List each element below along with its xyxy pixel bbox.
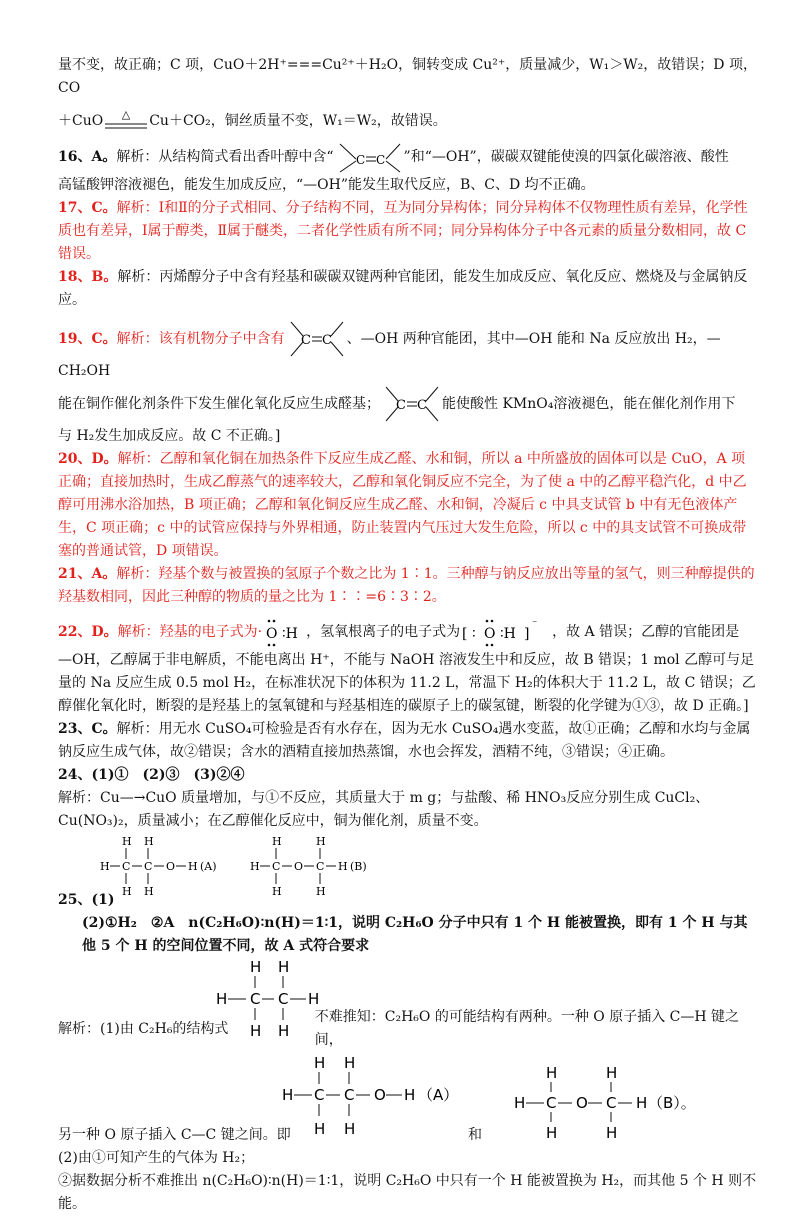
question-20: 20、D。解析：乙醇和氧化铜在加热条件下反应生成乙醛、水和铜，所以 a 中所盛放的固体可以是 CuO，A 项正确；直接加热时，生成乙醇蒸气的速率较大，乙醇和氧化铜反应不完全，为了使 a 中的乙醇平稳汽化，d 中乙醇可用沸水浴加热，B 项正确；乙醇和氧化铜反应生成乙醛、水和铜，冷凝后 c 中具支试管 b 中有无色液体产生，C 项正确；c 中的试管应保持与外界相通，防止装置内气压过大发生危险，所以 c 中的具支试管不可换成带塞的普通试管，D 项错误。 [58,451,747,559]
svg-text:C: C [122,860,131,873]
line-1: 量不变，故正确；C 项，CuO＋2H⁺===Cu²⁺＋H₂O，铜转变成 Cu²⁺，质量减少，W₁＞W₂，故错误；D 项，CO [58,57,757,96]
ethanol-structure-small [100,833,250,901]
svg-text:H: H [250,1022,262,1040]
svg-text:H: H [514,1094,526,1112]
svg-text:C: C [278,990,289,1008]
svg-text:C: C [300,333,311,348]
svg-text:H: H [272,835,282,848]
svg-text:C: C [344,1086,355,1104]
svg-text:O: O [374,1086,386,1104]
ether-structure-large [514,1054,714,1146]
svg-text:O: O [266,626,278,642]
svg-text:(A): (A) [200,860,217,873]
svg-text:C: C [250,990,261,1008]
svg-text:H: H [278,1022,290,1040]
hydroxide-electron-formula [460,615,552,649]
svg-text:∶H: ∶H [282,626,298,642]
svg-text:C: C [144,860,153,873]
svg-text:H: H [188,860,198,873]
svg-text:C: C [314,1086,325,1104]
svg-text:C: C [546,1094,557,1112]
question-19: 19、C。解析：该有机物分子中含有 C C 、—OH 两种官能团，其中—OH 能和 Na 反应放出 H₂，—CH₂OH 能在铜作催化剂条件下发生催化氧化反应生成醛基； C C 能使酸性 KMnO₄溶液褪色，能在催化剂作用下 与 H₂发生加成反应。故 C 不正确。] [58,318,758,448]
question-18: 18、B。解析：丙烯醇分子中含有羟基和碳碳双键两种官能团，能发生加成反应、氧化反应、燃烧及与金属钠反应。 [58,269,748,308]
svg-text:H: H [344,1054,356,1072]
svg-text:H: H [636,1094,648,1112]
svg-text:O: O [166,860,176,873]
heat-equals-arrow [103,108,149,134]
svg-text:H: H [100,860,110,873]
ether-structure-small [250,833,400,901]
svg-text:H: H [282,1086,294,1104]
svg-text:C: C [355,153,365,167]
question-24: 24、(1)① (2)③ (3)②④ 解析：Cu—→CuO 质量增加，与①不反应，其质量大于 m g；与盐酸、稀 HNO₃反应分别生成 CuCl₂、Cu(NO₃)₂，质量减小；在乙醇催化反应中，铜为催化剂，质量不变。 [58,767,710,829]
cc-double-bond-icon [334,140,404,174]
question-25: H H H C C O H (A) H H H H H C O C H (B) H H 25、(1) (2)①H₂ ②A n(C₂H₆O)∶n(H)＝1∶1，说明 C₂H₆O 分子中只有 1 个 H 能被置换，即有 1 个 H 与其他 5 个 H 的空间位置不同，故 A 式符合要求 H H H C C H H H 解析：(1)由 C₂H₆的结构式 不难推知：C₂H₆O 的可能结构有两种。一种 O 原子插入 C—H 键之间， H H H C C O H （A） H H H H H C O C H （B）。 H H 另一种 O 原子插入 C—C 键之间。即 和 (2)由①可知产生的气体为 H₂； ②据数据分析不难推出 n(C₂H₆O)∶n(H)＝1∶1，说明 C₂H₆O 中只有一个 H 能被置换为 H₂，而其他 5 个 H 则不能。 [58,835,757,1212]
svg-text:H: H [338,860,348,873]
svg-text:C: C [606,1094,617,1112]
svg-text:H: H [314,1054,326,1072]
svg-text:C: C [396,398,406,413]
svg-text:H: H [404,1086,416,1104]
svg-text:H: H [122,835,132,848]
svg-text:[: [ [462,626,468,642]
svg-text:⁻: ⁻ [532,619,538,630]
svg-text:]: ] [524,626,530,642]
svg-text:H: H [122,885,132,898]
svg-text:∶: ∶ [472,626,476,642]
svg-text:H: H [144,885,154,898]
svg-text:O: O [484,626,496,642]
svg-text:∶H: ∶H [500,626,516,642]
svg-text:H: H [344,1120,356,1138]
question-21: 21、A。解析：羟基个数与被置换的氢原子个数之比为 1∶1。三种醇与钠反应放出等量的氢气，则三种醇提供的羟基数相同，因此三种醇的物质的量之比为 1∶∶=6∶3∶2。 [58,566,755,605]
question-23: 23、C。解析：用无水 CuSO₄可检验是否有水存在，因为无水 CuSO₄遇水变蓝，故①正确；乙醇和水均与金属钠反应生成气体，故②错误；含水的酒精直接加热蒸馏，水也会挥发，酒精不纯，③错误；④正确。 [58,721,751,760]
svg-text:（A）: （A） [418,1086,459,1104]
question-16: 16、A。解析：从结构简式看出香叶醇中含“ C C ”和“—OH”，碳碳双键能使溴的四氯化碳溶液、酸性 高锰酸钾溶液褪色，能发生加成反应，“—OH”能发生取代反应，B、C、D 均不正确。 [58,140,758,197]
svg-text:H: H [546,1064,558,1082]
svg-text:O: O [576,1094,588,1112]
svg-text:△: △ [121,108,131,121]
answer-page [58,54,758,1216]
svg-text:(B): (B) [350,860,367,873]
question-22: 22、D。解析：羟基的电子式为· O ∶H ，氢氧根离子的电子式为 [ ∶ O ∶H ] ⁻ ，故 A 错误；乙醇的官能团是 —OH，乙醇属于非电解质，不能电离出 H⁺，不能与 NaOH 溶液发生中和反应，故 B 错误；1 mol 乙醇可与足量的 Na 反应生成 0.5 mol H₂，在标准状况下的体积为 11.2 L，常温下 H₂的体积大于 11.2 L，故 C 错误；乙醇催化氧化时，断裂的是羟基上的氢氧键和与羟基相连的碳原子上的碳氢键，断裂的化学键为①③，故 D 正确。] [58,615,758,718]
svg-text:H: H [278,958,290,976]
svg-text:H: H [250,958,262,976]
svg-text:H: H [308,990,320,1008]
question-17: 17、C。解析：Ⅰ和Ⅱ的分子式相同、分子结构不同，互为同分异构体；同分异构体不仅物理性质有差异，化学性质也有差异，Ⅰ属于醇类，Ⅱ属于醚类，二者化学性质有所不同；同分异构体分子中各元素的质量分数相同，故 C 错误。 [58,200,748,262]
svg-text:C: C [316,860,325,873]
svg-text:（B）。: （B）。 [648,1094,696,1112]
svg-text:H: H [546,1124,558,1142]
svg-text:H: H [250,860,260,873]
svg-text:H: H [144,835,154,848]
svg-text:H: H [216,990,228,1008]
svg-text:H: H [316,835,326,848]
svg-text:O: O [294,860,304,873]
svg-text:H: H [606,1124,618,1142]
svg-text:C: C [321,333,332,348]
svg-text:H: H [314,1120,326,1138]
cc-double-bond-icon [380,383,442,425]
svg-text:C: C [417,398,427,413]
svg-text:C: C [375,153,385,167]
svg-text:H: H [316,885,326,898]
svg-text:H: H [272,885,282,898]
svg-text:C: C [272,860,281,873]
hydroxyl-electron-formula [262,615,306,649]
svg-text:H: H [606,1064,618,1082]
cc-double-bond-icon [285,318,347,360]
line-2: ＋CuO △ Cu＋CO₂，铜丝质量不变，W₁＝W₂，故错误。 [58,108,758,134]
